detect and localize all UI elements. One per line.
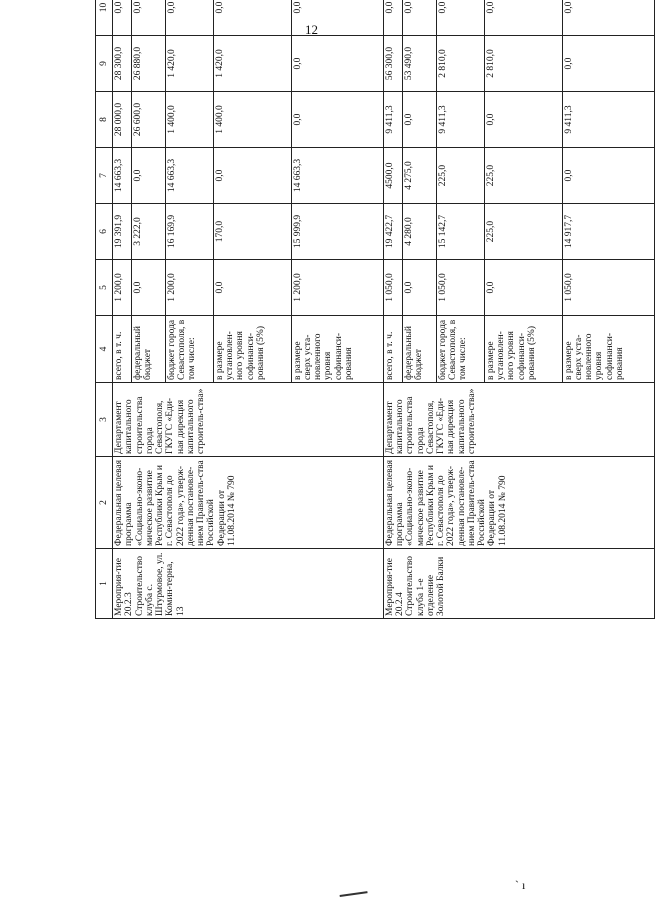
value-cell: 19 391,9 bbox=[113, 204, 132, 260]
value-cell: 0,0 bbox=[484, 92, 562, 148]
event-cell: Мероприя-тие 20.2.4 Строительство клуба 1-е отделение Золотой Балки bbox=[383, 549, 654, 619]
value-cell: 19 422,7 bbox=[383, 204, 402, 260]
value-cell: 9 411,3 bbox=[562, 92, 654, 148]
value-cell: 53 490,0 bbox=[402, 36, 436, 92]
value-cell: 0,0 bbox=[484, 260, 562, 316]
source-cell: в размере установлен-ного уровня софинанси-рования (5%) bbox=[213, 316, 291, 383]
value-cell: 0,0 bbox=[562, 0, 654, 36]
column-number: 7 bbox=[96, 148, 113, 204]
value-cell: 0,0 bbox=[402, 0, 436, 36]
value-cell: 28 300,0 bbox=[113, 36, 132, 92]
value-cell: 1 200,0 bbox=[113, 260, 132, 316]
value-cell: 1 050,0 bbox=[383, 260, 402, 316]
column-number: 9 bbox=[96, 36, 113, 92]
value-cell: 0,0 bbox=[213, 148, 291, 204]
value-cell: 0,0 bbox=[291, 92, 383, 148]
value-cell: 1 420,0 bbox=[213, 36, 291, 92]
value-cell: 225,0 bbox=[484, 148, 562, 204]
financing-table-wrapper bbox=[95, 0, 655, 619]
scan-mark bbox=[340, 891, 369, 903]
source-cell: федеральный бюджет bbox=[402, 316, 436, 383]
value-cell: 0,0 bbox=[213, 0, 291, 36]
value-cell: 2 810,0 bbox=[484, 36, 562, 92]
value-cell: 0,0 bbox=[436, 0, 484, 36]
value-cell: 1 420,0 bbox=[165, 36, 213, 92]
value-cell: 225,0 bbox=[484, 204, 562, 260]
value-cell: 1 200,0 bbox=[291, 260, 383, 316]
value-cell: 1 050,0 bbox=[436, 260, 484, 316]
program-cell: Федеральная целевая программа «Социально-эконо-мическое развитие Республики Крым и г. Севастополя до 2022 года», утверж-денная постановле-нием Правитель-ства Российской Федерации от 11.08.2014 № 790 bbox=[113, 457, 384, 549]
value-cell: 0,0 bbox=[402, 260, 436, 316]
value-cell: 0,0 bbox=[291, 0, 383, 36]
source-cell: всего, в т. ч. bbox=[113, 316, 132, 383]
value-cell: 26 600,0 bbox=[131, 92, 165, 148]
value-cell: 170,0 bbox=[213, 204, 291, 260]
value-cell: 0,0 bbox=[131, 0, 165, 36]
source-cell: в размере сверх уста-новленного уровня софинанси-рования bbox=[562, 316, 654, 383]
column-number-row bbox=[96, 0, 113, 619]
value-cell: 4 275,0 bbox=[402, 148, 436, 204]
value-cell: 0,0 bbox=[562, 148, 654, 204]
value-cell: 0,0 bbox=[383, 0, 402, 36]
value-cell: 14 663,3 bbox=[291, 148, 383, 204]
value-cell: 1 400,0 bbox=[165, 92, 213, 148]
rotated-table-area bbox=[95, 1, 655, 846]
table-row bbox=[113, 0, 132, 619]
value-cell: 225,0 bbox=[436, 148, 484, 204]
value-cell: 9 411,3 bbox=[383, 92, 402, 148]
value-cell: 14 917,7 bbox=[562, 204, 654, 260]
column-number: 1 bbox=[96, 549, 113, 619]
value-cell: 4 280,0 bbox=[402, 204, 436, 260]
value-cell: 0,0 bbox=[113, 0, 132, 36]
value-cell: 1 200,0 bbox=[165, 260, 213, 316]
financing-table bbox=[95, 0, 655, 619]
value-cell: 0,0 bbox=[484, 0, 562, 36]
value-cell: 15 999,9 bbox=[291, 204, 383, 260]
value-cell: 9 411,3 bbox=[436, 92, 484, 148]
source-cell: всего, в т. ч. bbox=[383, 316, 402, 383]
value-cell: 1 400,0 bbox=[213, 92, 291, 148]
executor-cell: Департамент капитального строительства города Севастополя, ГКУГС «Еди-ная дирекция капитального строитель-ства» bbox=[383, 383, 654, 457]
column-number: 6 bbox=[96, 204, 113, 260]
value-cell: 0,0 bbox=[131, 148, 165, 204]
page-number: 12 bbox=[305, 22, 318, 37]
value-cell: 28 000,0 bbox=[113, 92, 132, 148]
column-number: 4 bbox=[96, 316, 113, 383]
value-cell: 0,0 bbox=[291, 36, 383, 92]
column-number: 2 bbox=[96, 457, 113, 549]
value-cell: 0,0 bbox=[402, 92, 436, 148]
value-cell: 2 810,0 bbox=[436, 36, 484, 92]
value-cell: 14 663,3 bbox=[165, 148, 213, 204]
table-body bbox=[113, 0, 655, 619]
column-number: 3 bbox=[96, 383, 113, 457]
value-cell: 1 050,0 bbox=[562, 260, 654, 316]
value-cell: 16 169,9 bbox=[165, 204, 213, 260]
executor-cell: Департамент капитального строительства города Севастополя, ГКУГС «Еди-ная дирекция капитального строитель-ства» bbox=[113, 383, 384, 457]
table-row bbox=[383, 0, 402, 619]
value-cell: 0,0 bbox=[165, 0, 213, 36]
source-cell: бюджет города Севастополя, в том числе: bbox=[165, 316, 213, 383]
source-cell: в размере сверх уста-новленного уровня софинанси-рования bbox=[291, 316, 383, 383]
source-cell: в размере установлен-ного уровня софинанси-рования (5%) bbox=[484, 316, 562, 383]
value-cell: 0,0 bbox=[213, 260, 291, 316]
column-number: 10 bbox=[96, 0, 113, 36]
event-cell: Мероприя-тие 20.2.3 Строительство клуба с. Штурмовое, ул. Комин-терна, 13 bbox=[113, 549, 384, 619]
source-cell: федеральный бюджет bbox=[131, 316, 165, 383]
value-cell: 4500,0 bbox=[383, 148, 402, 204]
value-cell: 15 142,7 bbox=[436, 204, 484, 260]
source-cell: бюджет города Севастополя, в том числе: bbox=[436, 316, 484, 383]
value-cell: 14 663,3 bbox=[113, 148, 132, 204]
column-number: 8 bbox=[96, 92, 113, 148]
value-cell: 3 222,0 bbox=[131, 204, 165, 260]
value-cell: 56 300,0 bbox=[383, 36, 402, 92]
value-cell: 0,0 bbox=[562, 36, 654, 92]
program-cell: Федеральная целевая программа «Социально-эконо-мическое развитие Республики Крым и г. Севастополя до 2022 года», утверж-денная постановле-нием Правитель-ства Российской Федерации от 11.08.2014 № 790 bbox=[383, 457, 654, 549]
value-cell: 0,0 bbox=[131, 260, 165, 316]
scan-tick: ` ı bbox=[515, 878, 526, 892]
column-number: 5 bbox=[96, 260, 113, 316]
value-cell: 26 880,0 bbox=[131, 36, 165, 92]
